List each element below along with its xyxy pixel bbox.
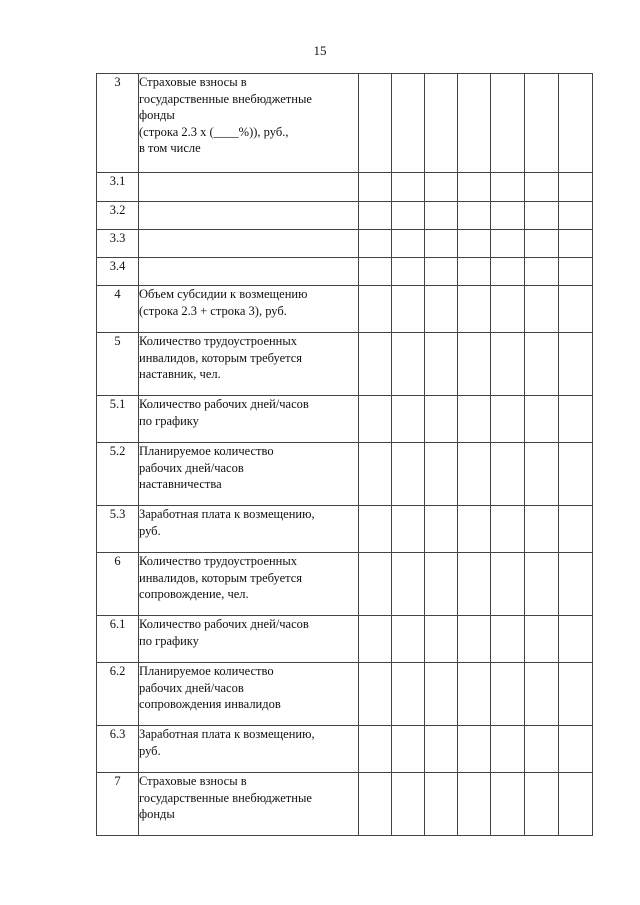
value-cell <box>359 258 392 286</box>
value-cell <box>559 230 593 258</box>
table-row <box>97 663 593 726</box>
value-cell <box>425 773 458 836</box>
value-cell <box>425 202 458 230</box>
value-cell <box>359 202 392 230</box>
value-cell <box>559 258 593 286</box>
value-cell <box>359 173 392 202</box>
value-cell <box>425 74 458 173</box>
value-cell <box>458 443 491 506</box>
table-row <box>97 726 593 773</box>
value-cell <box>425 506 458 553</box>
value-cell <box>458 663 491 726</box>
value-cell <box>392 726 425 773</box>
value-cell <box>525 726 559 773</box>
value-cell <box>458 173 491 202</box>
value-cell <box>458 506 491 553</box>
value-cell <box>525 773 559 836</box>
row-number: 3.4 <box>97 258 139 286</box>
value-cell <box>491 663 525 726</box>
table-row <box>97 773 593 836</box>
row-number: 6.1 <box>97 616 139 663</box>
value-cell <box>392 773 425 836</box>
value-cell <box>525 173 559 202</box>
value-cell <box>359 333 392 396</box>
value-cell <box>392 286 425 333</box>
value-cell <box>458 74 491 173</box>
row-number: 5 <box>97 333 139 396</box>
row-description <box>139 230 359 258</box>
value-cell <box>359 230 392 258</box>
row-description: Количество рабочих дней/часов по графику <box>139 396 359 443</box>
value-cell <box>359 616 392 663</box>
row-description: Заработная плата к возмещению, руб. <box>139 726 359 773</box>
value-cell <box>525 663 559 726</box>
table-row <box>97 396 593 443</box>
row-description: Страховые взносы в государственные внебюджетные фонды <box>139 773 359 836</box>
value-cell <box>359 773 392 836</box>
value-cell <box>392 173 425 202</box>
value-cell <box>425 616 458 663</box>
row-number: 6.2 <box>97 663 139 726</box>
page-number: 15 <box>313 43 327 58</box>
value-cell <box>525 506 559 553</box>
value-cell <box>458 258 491 286</box>
value-cell <box>491 286 525 333</box>
value-cell <box>392 230 425 258</box>
value-cell <box>491 616 525 663</box>
table-row <box>97 258 593 286</box>
value-cell <box>491 258 525 286</box>
value-cell <box>559 202 593 230</box>
value-cell <box>559 333 593 396</box>
value-cell <box>359 506 392 553</box>
value-cell <box>559 286 593 333</box>
table-row <box>97 202 593 230</box>
value-cell <box>491 773 525 836</box>
value-cell <box>458 773 491 836</box>
value-cell <box>425 230 458 258</box>
value-cell <box>559 396 593 443</box>
row-description: Количество трудоустроенных инвалидов, которым требуется сопровождение, чел. <box>139 553 359 616</box>
row-description <box>139 258 359 286</box>
value-cell <box>525 616 559 663</box>
value-cell <box>392 443 425 506</box>
row-description: Количество рабочих дней/часов по графику <box>139 616 359 663</box>
table-row <box>97 443 593 506</box>
value-cell <box>392 396 425 443</box>
value-cell <box>425 258 458 286</box>
value-cell <box>425 173 458 202</box>
table-row <box>97 286 593 333</box>
value-cell <box>425 333 458 396</box>
report-table <box>96 73 593 836</box>
value-cell <box>458 202 491 230</box>
value-cell <box>458 286 491 333</box>
row-description: Страховые взносы в государственные внебюджетные фонды (строка 2.3 х (____%)), руб., в том числе <box>139 74 359 173</box>
row-number: 3 <box>97 74 139 173</box>
value-cell <box>559 663 593 726</box>
value-cell <box>359 396 392 443</box>
row-description: Заработная плата к возмещению, руб. <box>139 506 359 553</box>
row-number: 7 <box>97 773 139 836</box>
value-cell <box>425 726 458 773</box>
value-cell <box>525 443 559 506</box>
value-cell <box>559 616 593 663</box>
value-cell <box>425 663 458 726</box>
value-cell <box>559 773 593 836</box>
row-description <box>139 202 359 230</box>
value-cell <box>359 726 392 773</box>
value-cell <box>359 286 392 333</box>
value-cell <box>359 663 392 726</box>
value-cell <box>425 396 458 443</box>
value-cell <box>392 553 425 616</box>
value-cell <box>392 74 425 173</box>
value-cell <box>425 553 458 616</box>
value-cell <box>559 74 593 173</box>
row-description: Объем субсидии к возмещению (строка 2.3 + строка 3), руб. <box>139 286 359 333</box>
row-number: 3.3 <box>97 230 139 258</box>
table-row <box>97 230 593 258</box>
value-cell <box>458 230 491 258</box>
value-cell <box>491 202 525 230</box>
value-cell <box>491 74 525 173</box>
value-cell <box>359 74 392 173</box>
value-cell <box>392 616 425 663</box>
value-cell <box>392 506 425 553</box>
value-cell <box>458 553 491 616</box>
value-cell <box>491 553 525 616</box>
row-number: 5.2 <box>97 443 139 506</box>
value-cell <box>458 616 491 663</box>
value-cell <box>525 333 559 396</box>
value-cell <box>491 230 525 258</box>
row-description: Количество трудоустроенных инвалидов, которым требуется наставник, чел. <box>139 333 359 396</box>
value-cell <box>359 443 392 506</box>
value-cell <box>491 506 525 553</box>
value-cell <box>525 286 559 333</box>
value-cell <box>392 333 425 396</box>
value-cell <box>491 396 525 443</box>
row-number: 5.1 <box>97 396 139 443</box>
row-description <box>139 173 359 202</box>
value-cell <box>525 230 559 258</box>
row-description: Планируемое количество рабочих дней/часов сопровождения инвалидов <box>139 663 359 726</box>
value-cell <box>525 202 559 230</box>
value-cell <box>491 173 525 202</box>
value-cell <box>525 396 559 443</box>
value-cell <box>392 258 425 286</box>
table-row <box>97 333 593 396</box>
table-row <box>97 74 593 173</box>
value-cell <box>525 74 559 173</box>
value-cell <box>425 286 458 333</box>
value-cell <box>458 333 491 396</box>
value-cell <box>491 333 525 396</box>
row-number: 6 <box>97 553 139 616</box>
value-cell <box>491 443 525 506</box>
table-row <box>97 616 593 663</box>
row-number: 5.3 <box>97 506 139 553</box>
row-number: 6.3 <box>97 726 139 773</box>
row-description: Планируемое количество рабочих дней/часов наставничества <box>139 443 359 506</box>
value-cell <box>392 202 425 230</box>
value-cell <box>458 396 491 443</box>
value-cell <box>559 443 593 506</box>
table-row <box>97 506 593 553</box>
row-number: 4 <box>97 286 139 333</box>
value-cell <box>559 553 593 616</box>
value-cell <box>359 553 392 616</box>
value-cell <box>491 726 525 773</box>
value-cell <box>559 173 593 202</box>
value-cell <box>458 726 491 773</box>
value-cell <box>559 726 593 773</box>
row-number: 3.2 <box>97 202 139 230</box>
value-cell <box>559 506 593 553</box>
value-cell <box>392 663 425 726</box>
value-cell <box>525 553 559 616</box>
row-number: 3.1 <box>97 173 139 202</box>
table-row <box>97 173 593 202</box>
table-row <box>97 553 593 616</box>
value-cell <box>425 443 458 506</box>
value-cell <box>525 258 559 286</box>
